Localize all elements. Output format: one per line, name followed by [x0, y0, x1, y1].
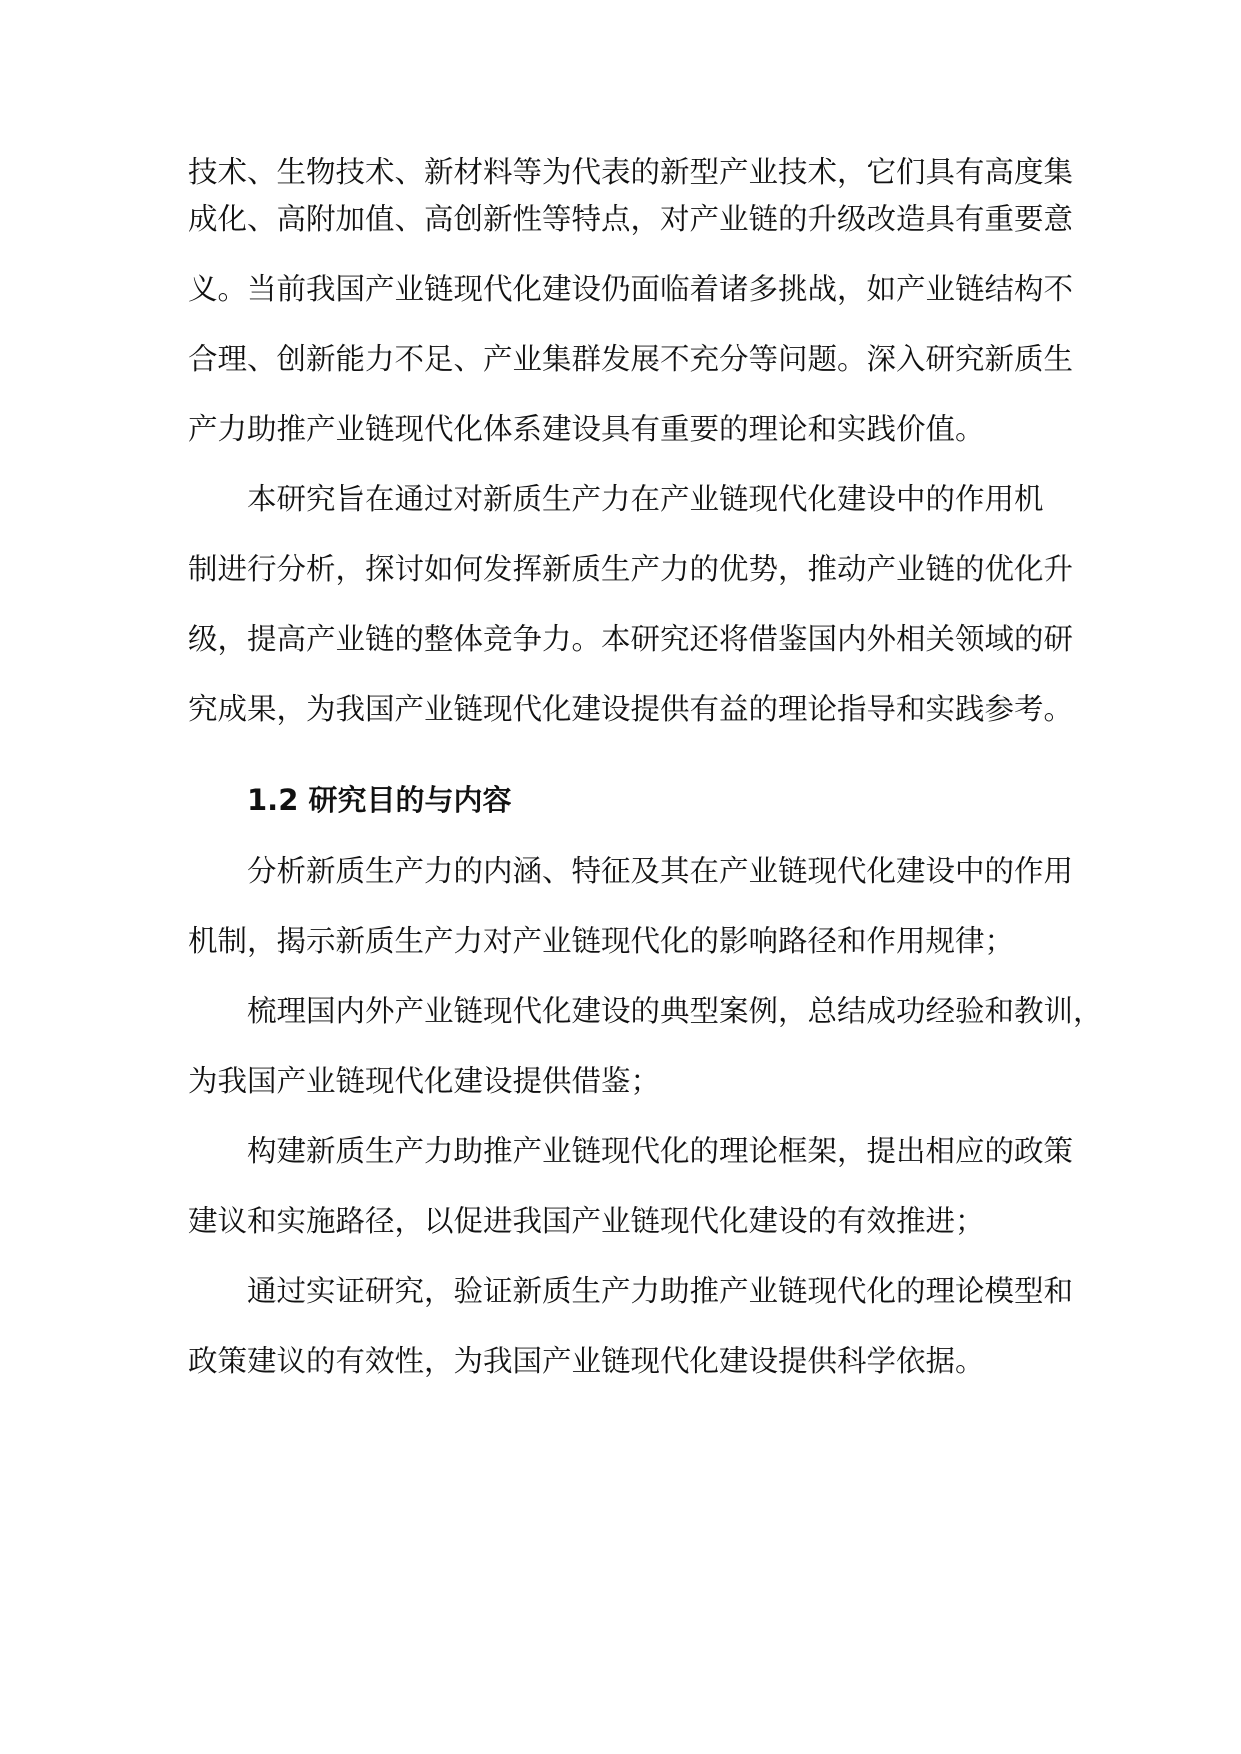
text-line: 制进行分析，探讨如何发挥新质生产力的优势，推动产业链的优化升: [188, 552, 1074, 586]
text-line: 梳理国内外产业链现代化建设的典型案例，总结成功经验和教训，: [247, 994, 1103, 1028]
text-line: 构建新质生产力助推产业链现代化的理论框架，提出相应的政策: [247, 1134, 1074, 1168]
text-line: 级，提高产业链的整体竞争力。本研究还将借鉴国内外相关领域的研: [188, 622, 1074, 656]
text-line: 为我国产业链现代化建设提供借鉴；: [188, 1064, 661, 1098]
text-line: 义。当前我国产业链现代化建设仍面临着诸多挑战，如产业链结构不: [188, 272, 1074, 306]
text-line: 政策建议的有效性，为我国产业链现代化建设提供科学依据。: [188, 1344, 985, 1378]
text-line: 产力助推产业链现代化体系建设具有重要的理论和实践价值。: [188, 412, 985, 446]
text-line: 合理、创新能力不足、产业集群发展不充分等问题。深入研究新质生: [188, 342, 1074, 376]
text-line: 究成果，为我国产业链现代化建设提供有益的理论指导和实践参考。: [188, 692, 1074, 726]
text-line: 建议和实施路径，以促进我国产业链现代化建设的有效推进；: [188, 1204, 985, 1238]
text-line: 通过实证研究，验证新质生产力助推产业链现代化的理论模型和: [247, 1274, 1074, 1308]
text-line: 技术、生物技术、新材料等为代表的新型产业技术，它们具有高度集: [188, 155, 1074, 189]
text-line: 本研究旨在通过对新质生产力在产业链现代化建设中的作用机: [247, 482, 1044, 516]
text-line: 机制，揭示新质生产力对产业链现代化的影响路径和作用规律；: [188, 924, 1015, 958]
text-line: 成化、高附加值、高创新性等特点，对产业链的升级改造具有重要意: [188, 202, 1074, 236]
section-heading: 1.2 研究目的与内容: [247, 783, 512, 817]
text-line: 分析新质生产力的内涵、特征及其在产业链现代化建设中的作用: [247, 854, 1074, 888]
